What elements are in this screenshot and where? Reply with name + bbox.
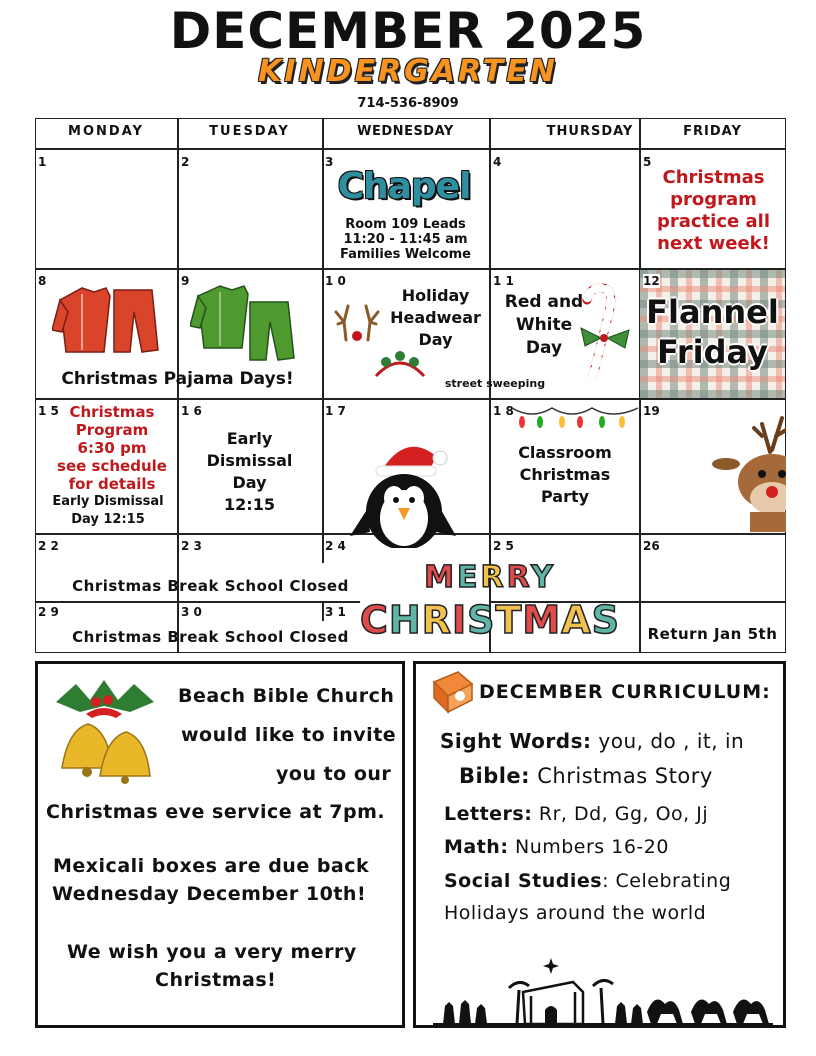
date-number: 3 0 [181,605,202,619]
day-header-thursday: THURSDAY [546,124,634,139]
early15-line: Day 12:15 [71,512,145,527]
date-number: 1 8 [493,404,514,418]
grid-line [322,118,324,533]
early15-line: Early Dismissal [52,494,164,509]
flannel-line: Flannel [646,293,779,331]
invite-line-2: would like to invite [181,724,397,746]
curriculum-book-icon [428,668,476,716]
grid-line [35,601,360,603]
curriculum-heading: DECEMBER CURRICULUM: [479,681,771,703]
christmas-break-2: Christmas Break School Closed [72,628,349,646]
date-number: 12 [643,274,660,288]
bible-label: Bible: [459,764,531,788]
chapel-logo: Chapel [337,166,471,207]
chapel-room: Room 109 Leads [345,217,466,232]
math [444,836,669,858]
day-header-friday: FRIDAY [683,124,742,139]
invite-line-1: Beach Bible Church [178,685,395,707]
date-number: 1 5 [38,404,59,418]
letters-label: Letters: [444,803,533,825]
sight-words [440,729,744,753]
grid-line [35,398,786,400]
nativity-silhouette-icon [433,952,773,1026]
date-number: 1 [38,155,47,169]
christmas-letter: I [451,598,468,642]
mexicali-line-2: Wednesday December 10th! [52,883,367,905]
merry-text [360,560,620,595]
merry-letter: E [457,560,481,595]
red-white-line: Day [525,338,563,358]
return-date: Return Jan 5th [647,625,778,643]
grid-line [322,533,324,563]
sight-value: you, do , it, in [591,729,745,753]
date-number: 3 1 [325,605,346,619]
date-number: 2 3 [181,539,202,553]
red-white-line: Red and [504,292,584,312]
grid-line [35,148,786,150]
day-header-monday: MONDAY [68,124,144,139]
friday5-note [641,167,786,255]
date-number: 2 [181,155,190,169]
christmas-break-1: Christmas Break School Closed [72,577,349,595]
headwear-line: Holiday [401,286,470,305]
social-studies [444,870,731,892]
letters [444,803,708,825]
program-line: Christmas [69,403,155,421]
program-line: Program [75,421,149,439]
merry-letter: R [480,560,507,595]
social-value: : Celebrating [602,870,732,892]
date-number: 2 4 [325,539,346,553]
date-number: 1 1 [493,274,514,288]
penguin-santa-icon [346,430,458,548]
early16-line: 12:15 [224,495,275,514]
flannel-friday [640,292,785,372]
early16 [177,428,322,516]
date-number: 1 6 [181,404,202,418]
friday5-line: next week! [657,233,770,254]
wish-line-2: Christmas! [155,969,277,991]
social-label: Social Studies [444,870,603,892]
christmas-letter: M [522,598,562,642]
headwear-line: Headwear [390,308,481,327]
date-number: 9 [181,274,190,288]
wish-line-1: We wish you a very merry [67,941,357,963]
chapel-time: 11:20 - 11:45 am [343,232,468,247]
date-number: 5 [643,155,652,169]
date-number: 2 9 [38,605,59,619]
day-header-wednesday: WEDNESDAY [357,124,454,139]
merry-letter: M [424,560,458,595]
christmas-letter: C [360,598,389,642]
program15 [48,403,176,493]
date-number: 1 7 [325,404,346,418]
date-number: 2 2 [38,539,59,553]
date-number: 4 [493,155,502,169]
program-line: for details [68,475,156,493]
mexicali-line-1: Mexicali boxes are due back [53,855,370,877]
classroom-line: Party [540,487,590,506]
date-number: 1 0 [325,274,346,288]
candy-cane-icon [575,280,635,380]
christmas-letter: T [495,598,523,642]
friday5-line: program [670,189,757,210]
classroom-line: Christmas [519,465,611,484]
sight-label: Sight Words: [440,729,592,753]
invite-line-3: you to our [276,763,392,785]
classroom-party [490,442,640,508]
page-subtitle: KINDERGARTEN [258,54,558,89]
christmas-letter: S [467,598,496,642]
christmas-letter: R [421,598,452,642]
classroom-line: Classroom [518,443,612,462]
bible [459,764,713,788]
christmas-lights-icon [510,402,640,432]
program-line: 6:30 pm [77,439,147,457]
friday5-line: Christmas [662,167,765,188]
christmas-text [360,598,620,642]
bible-value: Christmas Story [530,764,713,788]
date-number: 3 [325,155,334,169]
social-studies-2: Holidays around the world [444,902,707,924]
pajama-red-icon [52,282,162,357]
friday5-line: practice all [657,211,770,232]
merry-letter: Y [531,560,556,595]
christmas-letter: H [388,598,422,642]
christmas-bells-icon [46,672,164,784]
date-number: 8 [38,274,47,288]
math-label: Math: [444,836,509,858]
date-number: 26 [643,539,660,553]
holiday-headwear [388,285,483,351]
holly-headband-icon [372,350,428,380]
flannel-line: Friday [657,333,768,371]
day-header-tuesday: TUESDAY [209,124,290,139]
date-number: 2 5 [493,539,514,553]
program-line: see schedule [57,457,167,475]
early15 [38,493,178,529]
invite-line-4: Christmas eve service at 7pm. [46,801,386,823]
early16-line: Day [232,473,267,492]
red-white-line: White [515,315,573,335]
pajama-green-icon [190,282,300,362]
grid-line [322,601,324,621]
pajama-days: Christmas Pajama Days! [61,369,294,389]
christmas-letter: S [591,598,621,642]
headwear-line: Day [418,330,453,349]
math-value: Numbers 16-20 [508,836,669,858]
page-title: DECEMBER 2025 [169,2,647,60]
merry-letter: R [506,560,532,595]
early16-line: Early [226,429,273,448]
reindeer-antlers-icon [332,300,382,344]
letters-value: Rr, Dd, Gg, Oo, Jj [532,803,709,825]
reindeer-icon [710,412,786,532]
date-number: 19 [643,404,660,418]
phone-number: 714-536-8909 [357,96,459,111]
christmas-letter: A [561,598,592,642]
chapel-families: Families Welcome [339,247,472,262]
street-sweeping: street sweeping [444,377,546,390]
early16-line: Dismissal [206,451,293,470]
